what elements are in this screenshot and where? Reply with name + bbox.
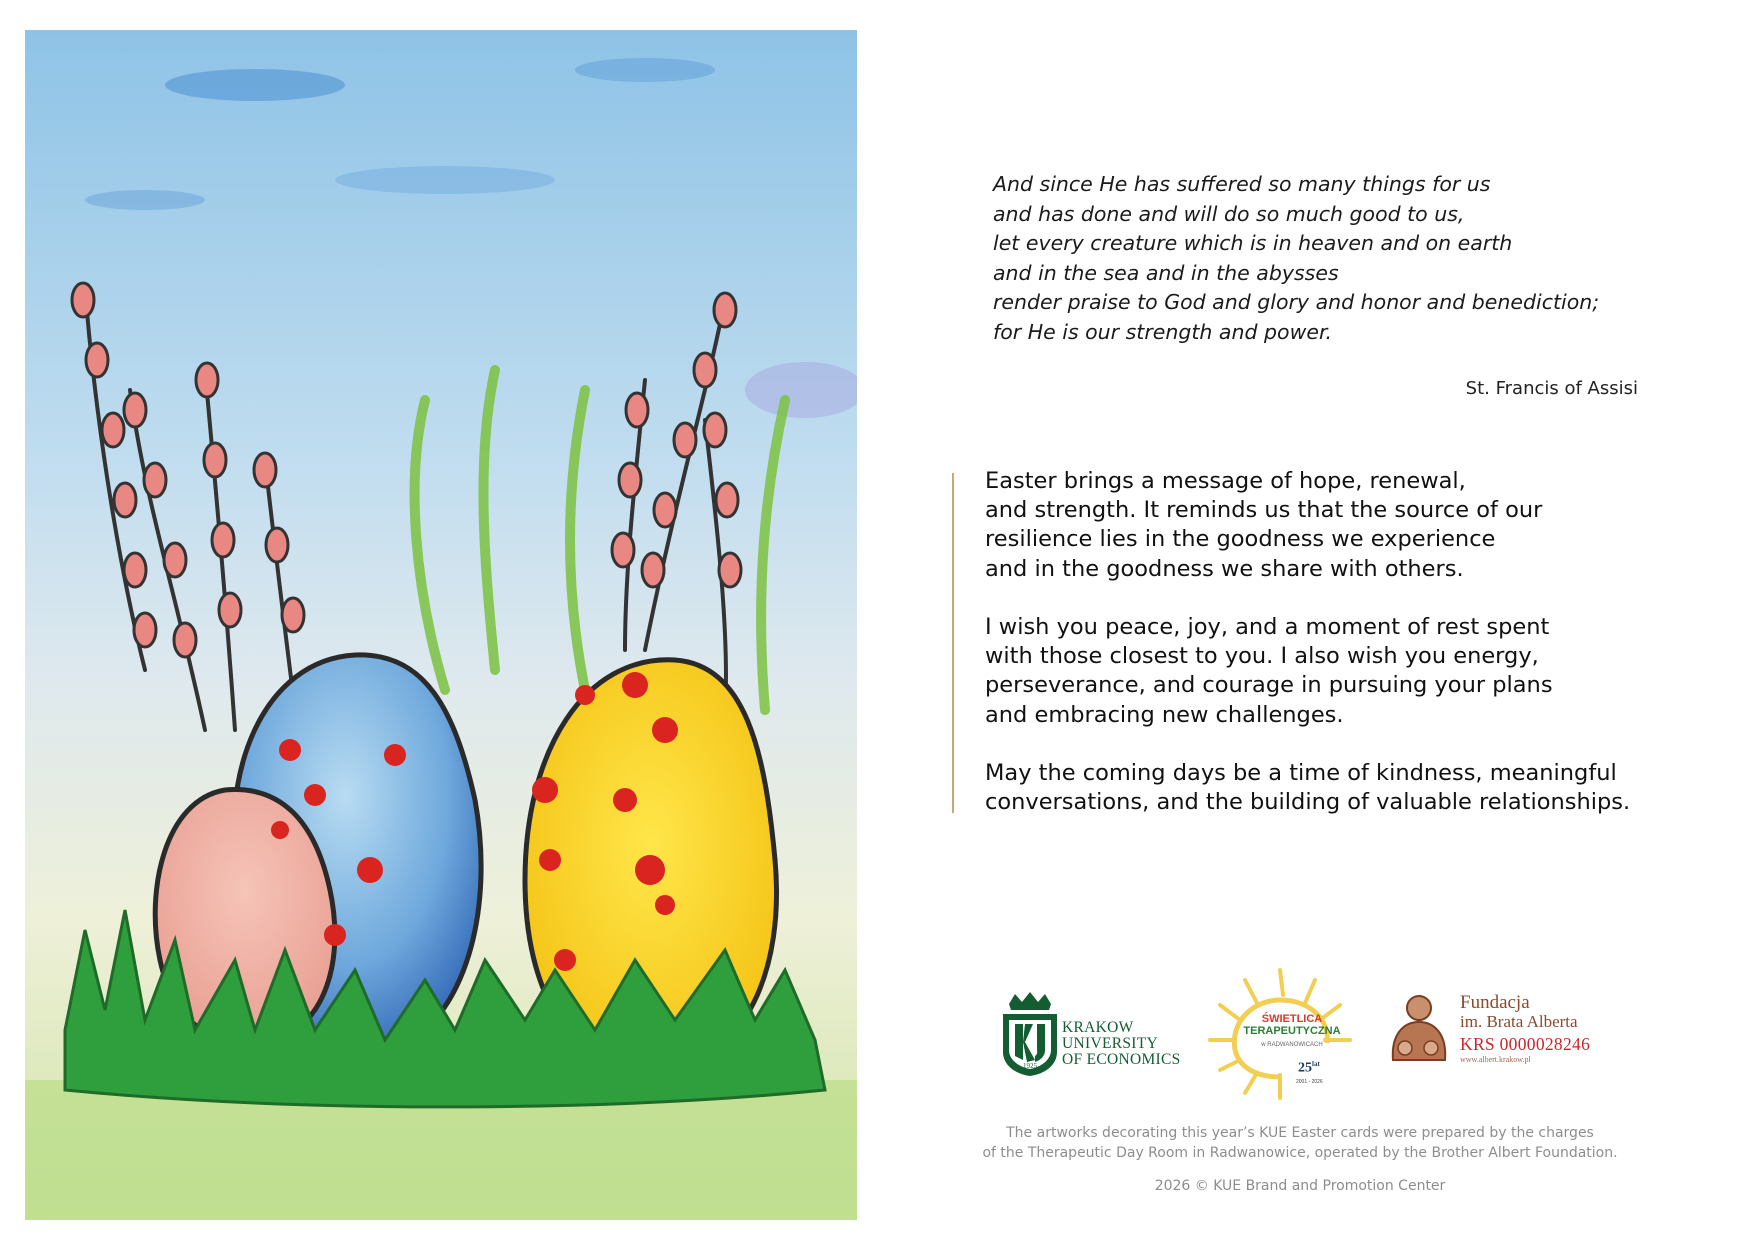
quote-line: for He is our strength and power.: [993, 319, 1333, 344]
quote-line: And since He has suffered so many things for us: [993, 172, 1491, 196]
swietlica-line2: TERAPEUTYCZNA: [1243, 1025, 1341, 1037]
swietlica-years: [1298, 1060, 1320, 1077]
kue-year: 1925: [1023, 1062, 1037, 1070]
quote-line: and in the sea and in the abysses: [993, 260, 1339, 285]
fundacja-krs: KRS 0000028246: [1460, 1034, 1591, 1054]
fundacja-line1: Fundacja: [1460, 992, 1530, 1013]
kue-crest-icon: [995, 990, 1065, 1080]
painting-image: [25, 30, 857, 1220]
swietlica-line1: ŚWIETLICA: [1261, 1013, 1323, 1025]
credits-line: The artworks decorating this year’s KUE Easter cards were prepared by the charges: [1006, 1125, 1594, 1141]
quote-line: let every creature which is in heaven and on earth: [993, 231, 1513, 255]
message-line: with those closest to you. I also wish you energy,: [985, 643, 1539, 670]
saint-francis-quote: [993, 170, 1673, 347]
fundacja-name: [1460, 993, 1590, 1064]
copyright: 2026 © KUE Brand and Promotion Center: [1154, 1178, 1446, 1194]
brother-albert-portrait-icon: [1383, 990, 1453, 1070]
kue-name-line: OF ECONOMICS: [1062, 1051, 1181, 1068]
swietlica-sub: w RADWANOWICACH: [1261, 1042, 1323, 1048]
message-line: and embracing new challenges.: [985, 701, 1344, 728]
artwork-credits: [960, 1123, 1640, 1163]
message-line: and in the goodness we share with others.: [985, 555, 1464, 582]
message-line: and strength. It reminds us that the source of our: [985, 497, 1543, 524]
kue-name-line: UNIVERSITY: [1062, 1035, 1158, 1052]
quote-line: and has done and will do so much good to us,: [993, 201, 1465, 226]
quote-author: St. Francis of Assisi: [1465, 378, 1638, 399]
credits-line: of the Therapeutic Day Room in Radwanowice, operated by the Brother Albert Foundation.: [982, 1145, 1618, 1161]
fundacja-url: www.albert.krakow.pl: [1460, 1055, 1531, 1064]
kue-name-line: KRAKOW: [1062, 1019, 1134, 1036]
easter-message: [985, 467, 1645, 847]
message-line: May the coming days be a time of kindness, meaningful: [985, 760, 1617, 786]
accent-rule: [952, 473, 954, 813]
message-paragraph: [985, 613, 1645, 730]
message-line: I wish you peace, joy, and a moment of rest spent: [985, 614, 1550, 640]
message-line: Easter brings a message of hope, renewal,: [985, 468, 1466, 494]
swietlica-range: 2001 - 2026: [1296, 1079, 1323, 1085]
message-line: perseverance, and courage in pursuing your plans: [985, 672, 1553, 699]
kue-name: [1062, 1020, 1181, 1068]
years-suffix: lat: [1312, 1060, 1320, 1068]
easter-eggs-painting: [25, 30, 857, 1220]
message-paragraph: [985, 467, 1645, 584]
fundacja-line2: im. Brata Alberta: [1460, 1012, 1578, 1031]
swietlica-name: [1242, 1013, 1342, 1037]
years-number: 25: [1298, 1060, 1312, 1076]
quote-line: render praise to God and glory and honor and benediction;: [993, 290, 1600, 314]
message-line: resilience lies in the goodness we experience: [985, 526, 1496, 553]
message-line: conversations, and the building of valuable relationships.: [985, 789, 1631, 816]
message-paragraph: [985, 759, 1645, 817]
